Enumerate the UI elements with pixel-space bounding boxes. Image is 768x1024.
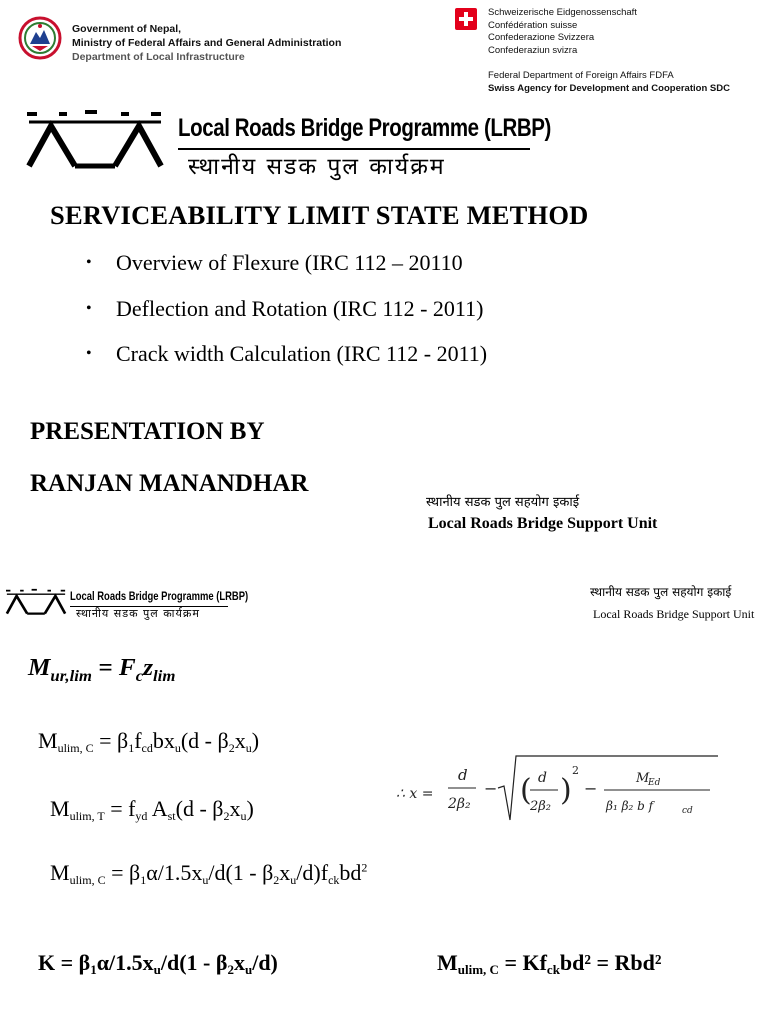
gov-line-3: Department of Local Infrastructure: [72, 51, 245, 63]
lrbp-bridge-logo-small: [5, 588, 67, 618]
presenter-name: RANJAN MANANDHAR: [30, 470, 309, 497]
svg-text:cd: cd: [682, 806, 693, 816]
support-unit-nepali-2: स्थानीय सडक पुल सहयोग इकाई: [590, 585, 732, 599]
bullet-icon: •: [86, 254, 92, 271]
gov-line-1: Government of Nepal,: [72, 23, 182, 35]
support-unit-english: Local Roads Bridge Support Unit: [428, 515, 658, 532]
swiss-agency-text: [488, 70, 730, 95]
lrbp-small-title: Local Roads Bridge Programme (LRBP): [70, 591, 249, 603]
lrbp-small-nepali: स्थानीय सडक पुल कार्यक्रम: [76, 607, 200, 620]
swiss-flag-icon: [455, 8, 477, 30]
equation-mulim-c-1: $M_{ulim, C} = \beta_1f_{cd}bx_u(d - \beta_2x_u)$: [38, 728, 260, 755]
gov-line-2: Ministry of Federal Affairs and General Administration: [72, 37, 342, 49]
equation-mulim-t: $M_{ulim, T} = f_{yd}$ $A_{st}(d - \beta_2x_u)$: [50, 796, 254, 823]
swiss-line-3: Confederazione Svizzera: [488, 32, 595, 43]
swiss-line-4: Confederaziun svizra: [488, 44, 578, 56]
nepal-emblem-logo: [18, 16, 62, 60]
bullet-icon: •: [86, 299, 92, 317]
swiss-confederation-text: [488, 7, 637, 57]
topic-text: Overview of Flexure (IRC 112 – 20110: [116, 250, 463, 275]
svg-text:2β₂: 2β₂: [530, 799, 551, 814]
svg-text:2: 2: [572, 764, 579, 777]
topic-list: [86, 250, 487, 387]
svg-text:M: M: [636, 771, 650, 786]
lrbp-nepali-title: स्थानीय सडक पुल कार्यक्रम: [188, 154, 446, 180]
svg-text:−: −: [584, 779, 598, 798]
svg-text:(: (: [520, 773, 532, 808]
equation-x-formula: [392, 752, 724, 830]
swiss-line-2: Confédération suisse: [488, 19, 578, 31]
svg-text:2β₂: 2β₂: [448, 796, 471, 812]
svg-text:∴ x =: ∴ x =: [396, 786, 434, 802]
svg-text:Ed: Ed: [648, 778, 661, 788]
sdc-line: Swiss Agency for Development and Cooperation SDC: [488, 82, 730, 94]
svg-text:β₁ β₂ b f: β₁ β₂ b f: [606, 799, 654, 813]
fdfa-line: Federal Department of Foreign Affairs FDFA: [488, 70, 674, 81]
list-item: [86, 341, 487, 387]
lrbp-title: Local Roads Bridge Programme (LRBP): [178, 114, 551, 142]
equation-mur-lim: $M_{ur,lim} = F_cz_{lim}$: [28, 655, 176, 685]
topic-text: Deflection and Rotation (IRC 112 - 2011): [116, 295, 484, 321]
svg-text:−: −: [484, 779, 498, 798]
svg-text:): ): [560, 773, 572, 808]
equation-mulim-kf: $M_{ulim, C} = Kf_{ck}bd^2 = Rbd^2$: [437, 950, 662, 977]
svg-text:d: d: [538, 770, 547, 786]
svg-text:d: d: [458, 766, 468, 784]
swiss-line-1: Schweizerische Eidgenossenschaft: [488, 7, 637, 18]
equation-k: $K = \beta_1\alpha/1.5x_u/d(1 - \beta_2x_u/d)$: [38, 950, 278, 977]
slide-heading: SERVICEABILITY LIMIT STATE METHOD: [50, 200, 589, 230]
support-unit-english-2: Local Roads Bridge Support Unit: [593, 607, 755, 621]
equation-mulim-c-2: $M_{ulim, C} = \beta_1\alpha/1.5x_u/d(1 - \beta_2x_u/d)f_{ck}bd^2$: [50, 860, 368, 887]
bullet-icon: •: [86, 345, 92, 362]
lrbp-bridge-logo: [25, 108, 165, 176]
support-unit-nepali: स्थानीय सडक पुल सहयोग इकाई: [426, 495, 580, 510]
government-header: [72, 22, 341, 64]
presentation-by-label: PRESENTATION BY: [30, 418, 265, 445]
topic-text: Crack width Calculation (IRC 112 - 2011): [116, 341, 488, 366]
list-item: [86, 250, 487, 296]
list-item: [86, 296, 487, 342]
